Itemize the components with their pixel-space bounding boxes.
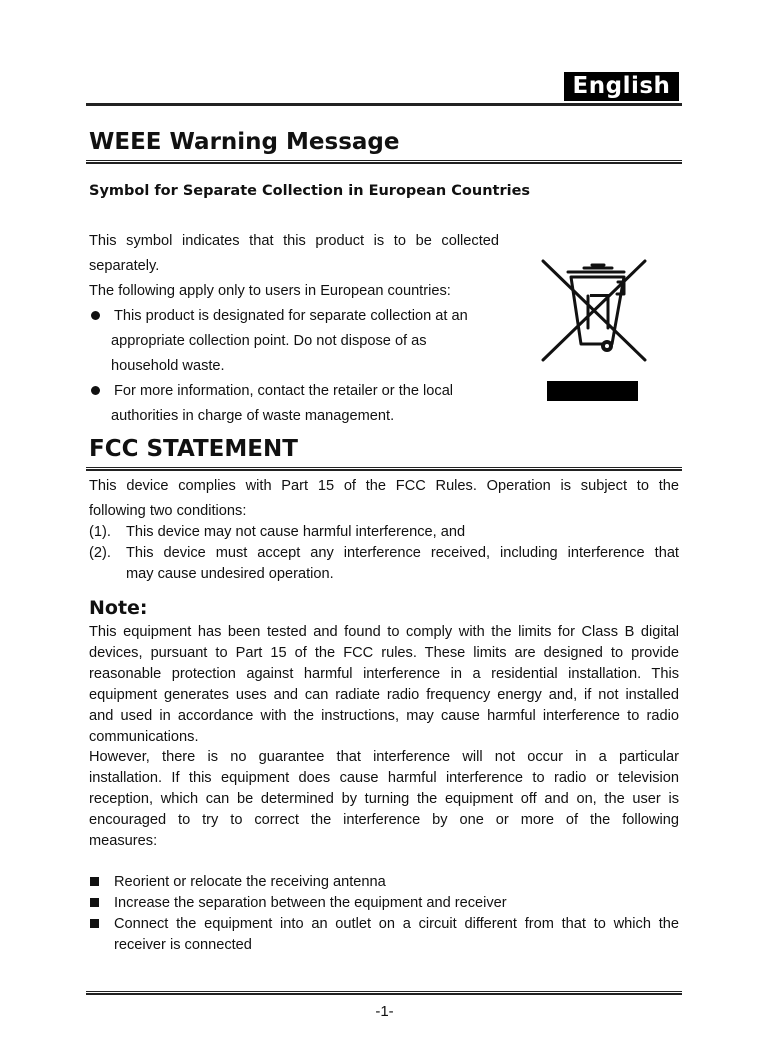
measure-2: Increase the separation between the equipment and receiver xyxy=(114,895,507,911)
weee-bullet-2-line1: For more information, contact the retailer or the local xyxy=(114,383,454,399)
fcc-condition-2-line1: This device must accept any interference received, including interference that xyxy=(126,545,679,561)
weee-subheading: Symbol for Separate Collection in European Countries xyxy=(89,183,531,199)
fcc-intro-line1: This device complies with Part 15 of the FCC Rules. Operation is subject to the xyxy=(89,478,679,494)
note-p2-line: measures: xyxy=(89,833,158,849)
language-label: English xyxy=(564,72,679,101)
weee-bullet-1-line3: household waste. xyxy=(111,358,225,374)
fcc-condition-1: This device may not cause harmful interference, and xyxy=(126,524,466,540)
bullet-dot xyxy=(91,386,100,395)
header-rule xyxy=(86,103,682,106)
fcc-condition-number: (1). xyxy=(89,524,111,540)
fcc-heading: FCC STATEMENT xyxy=(89,436,298,462)
fcc-intro-line2: following two conditions: xyxy=(89,503,247,519)
note-p1-line: equipment generates uses and can radiate radio frequency energy and, if not installed xyxy=(89,687,679,703)
note-p2-line: reception, which can be determined by turning the equipment off and on, the user is xyxy=(89,791,679,807)
note-p1-line: reasonable protection against harmful interference in a residential installation. This xyxy=(89,666,679,682)
weee-heading: WEEE Warning Message xyxy=(89,129,400,155)
note-p2-line: However, there is no guarantee that interference will not occur in a particular xyxy=(89,749,679,765)
measure-1: Reorient or relocate the receiving antenna xyxy=(114,874,386,890)
weee-apply-line: The following apply only to users in European countries: xyxy=(89,283,451,299)
weee-bullet-1-line2: appropriate collection point. Do not dispose of as xyxy=(111,333,427,349)
note-p1-line: communications. xyxy=(89,729,199,745)
fcc-condition-2-line2: may cause undesired operation. xyxy=(126,566,334,582)
weee-underline-bar xyxy=(547,381,638,401)
bullet-square xyxy=(90,919,99,928)
note-p2-line: encouraged to try to correct the interference by one or more of the following xyxy=(89,812,679,828)
note-heading: Note: xyxy=(89,597,148,619)
measure-3-line2: receiver is connected xyxy=(114,937,252,953)
weee-bullet-2-line2: authorities in charge of waste management. xyxy=(111,408,395,424)
bullet-square xyxy=(90,898,99,907)
fcc-heading-rule xyxy=(86,467,682,471)
note-p2-line: installation. If this equipment does cause harmful interference to radio or television xyxy=(89,770,679,786)
weee-intro-line1: This symbol indicates that this product is to be collected xyxy=(89,233,499,249)
measure-3-line1: Connect the equipment into an outlet on a circuit different from that to which the xyxy=(114,916,679,932)
note-p1-line: and used in accordance with the instructions, may cause harmful interference to radio xyxy=(89,708,679,724)
bullet-square xyxy=(90,877,99,886)
bullet-dot xyxy=(91,311,100,320)
weee-bullet-1-line1: This product is designated for separate collection at an xyxy=(114,308,468,324)
page-number: -1- xyxy=(375,1003,394,1020)
note-p1-line: devices, pursuant to Part 15 of the FCC rules. These limits are designed to provide xyxy=(89,645,679,661)
crossed-out-wheelie-bin-icon xyxy=(540,258,648,364)
weee-heading-rule xyxy=(86,160,682,164)
fcc-condition-number: (2). xyxy=(89,545,111,561)
weee-intro-line2: separately. xyxy=(89,258,160,274)
footer-rule xyxy=(86,991,682,995)
note-p1-line: This equipment has been tested and found to comply with the limits for Class B digital xyxy=(89,624,679,640)
